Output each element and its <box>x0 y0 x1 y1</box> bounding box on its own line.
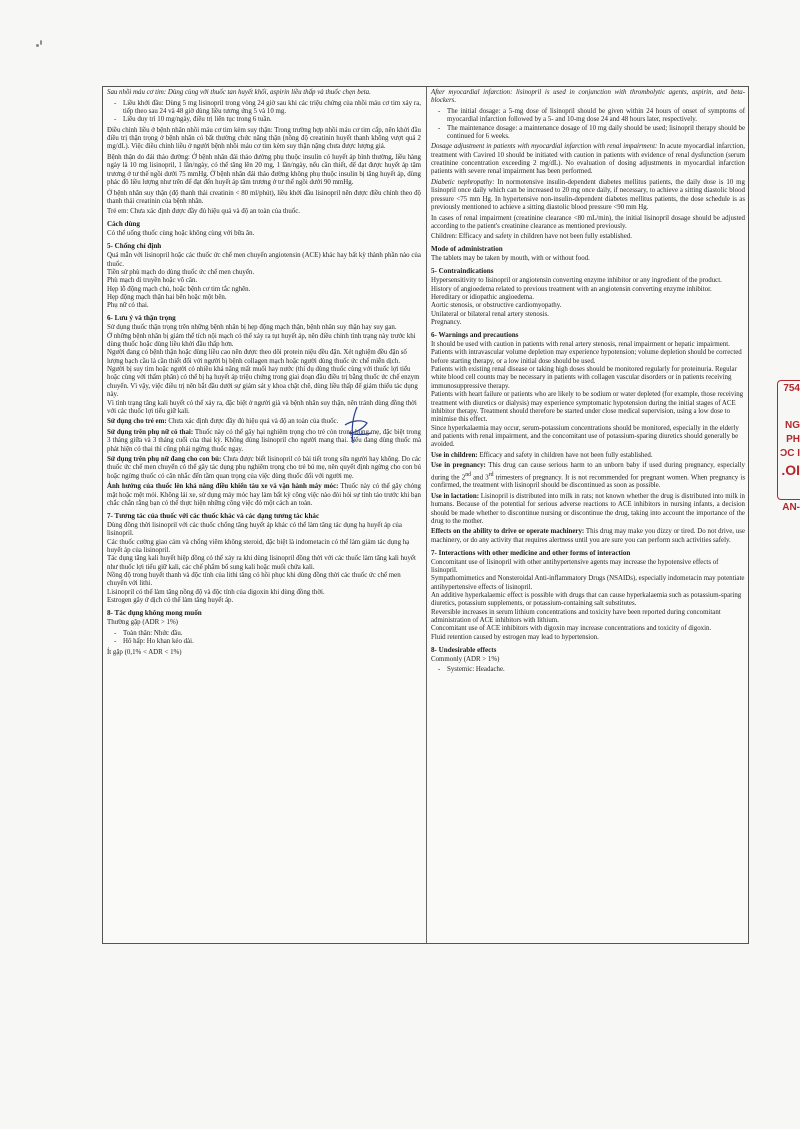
edge-text: ƆC I <box>780 448 800 459</box>
list-item: Aortic stenosis, or obstructive cardiomyopathy. <box>431 302 562 310</box>
use-in-children: Sử dụng cho trẻ em: Chưa xác định được đầy đủ hiệu quả và độ an toàn của thuốc. <box>107 418 339 426</box>
admin-text: Có thể uống thuốc cùng hoặc không cùng với bữa ăn. <box>107 230 255 238</box>
scan-speck <box>36 44 39 47</box>
list-item: Patients with heart failure or patients who are likely to be sodium or water depleted (for example, those receiving treatment with diuretics or dialysis) may experience symptomatic hypotension during the initial stages of ACE inhibitor therapy. Treatment should therefore be started under close medical supervision, using a low dose to minimise this effect. <box>431 391 744 424</box>
vietnamese-column <box>107 89 421 659</box>
mi-dosing-list <box>107 100 421 125</box>
list-item: Patients with existing renal disease or taking high doses should be monitored regularly for proteinuria. Regular white blood cell counts may be necessary in patients with collagen vascular disorders or in patients receiving immunosuppressive therapy. <box>431 366 737 390</box>
ae-common-label: Thường gặp (ADR > 1%) <box>107 619 178 627</box>
list-item: It should be used with caution in patients with renal artery stenosis, renal impairment or hepatic impairment. <box>431 341 730 349</box>
list-item: - The maintenance dosage: a maintenance dosage of 10 mg daily should be used; lisinopril therapy should be continued for 6 weeks. <box>447 125 745 142</box>
edge-text: PH <box>786 434 800 445</box>
children-dose: Trẻ em: Chưa xác định được đầy đủ hiệu quả và độ an toàn của thuốc. <box>107 208 301 216</box>
list-item: Since hyperkalaemia may occur, serum-potassium concentrations should be monitored, especially in the elderly and patients with renal impairment, and the concomitant use of potassium-sparing diuretics should generally be avoided. <box>431 424 739 449</box>
list-item: Concomitant use of lisinopril with other antihypertensive agents may increase the hypotensive effects of lisinopril. <box>431 558 719 575</box>
undesirable-effects-heading: 8- Tác dụng không mong muốn <box>107 608 202 617</box>
ae-common-list <box>107 630 421 647</box>
warnings-list <box>107 324 421 416</box>
scan-speck <box>40 40 42 45</box>
use-in-lactation: Use in lactation: Lisinopril is distributed into milk in rats; not known whether the drug is distributed into milk in humans. Because of the potential for serious adverse reactions to ACE inhibitors in nursing infants, a decision should be made whether to discontinue nursing or discontinue the drug, taking into account the importance of the drug to the mother. <box>431 492 745 525</box>
edge-text: 754 <box>783 383 800 394</box>
list-item: Người bị suy tim hoặc người có nhiều khả năng mất muối hay nước (thí dụ dùng thuốc cùng với thuốc lợi tiểu hoặc cùng với thẩm phân) có thể bị hạ huyết áp triệu chứng trong giai đoạn đầu điều trị bằng thuốc ức chế enzym chuyển. Vì vậy, việc điều trị nên bắt đầu dưới sự giám sát y khoa chặt chẽ, dùng liều thấp để giảm thiểu tác dụng này. <box>107 366 420 399</box>
renal-impairment-dose: Ở bệnh nhân suy thận (độ thanh thải creatinin < 80 ml/phút), liều khởi đầu lisinopril nên được điều chỉnh theo độ thanh thải creatinin của bệnh nhân. <box>107 189 421 205</box>
list-item: Tác dụng tăng kali huyết hiệp đồng có thể xảy ra khi dùng lisinopril đồng thời với các thuốc làm tăng kali huyết như thuốc lợi tiểu giữ kali, các chế phẩm bổ sung kali hoặc muối chứa kali. <box>107 555 416 571</box>
list-item: History of angioedema related to previous treatment with an angiotensin converting enzyme inhibitor. <box>431 285 712 293</box>
renal-impairment-dose: In cases of renal impairment (creatinine clearance <80 mL/min), the initial lisinopril dosage should be adjusted according to the patient's creatinine clearance as mentioned previously. <box>431 214 745 230</box>
list-item: Unilateral or bilateral renal artery stenosis. <box>431 310 549 318</box>
list-item: Hẹp lỗ động mạch chủ, hoặc bệnh cơ tim tắc nghẽn. <box>107 285 251 293</box>
list-item: Dùng đồng thời lisinopril với các thuốc chống tăng huyết áp khác có thể làm tăng tác dụng hạ huyết áp của lisinopril. <box>107 522 402 538</box>
edge-text: AN- <box>782 502 800 513</box>
driving-effects: Effects on the ability to drive or operate machinery: This drug may make you dizzy or tired. Do not drive, use machinery, or do any activity that requires alertness until you are sure you can perform such activities safely. <box>431 528 745 544</box>
list-item: - Hô hấp: Ho khan kéo dài. <box>123 638 421 646</box>
admin-text: The tablets may be taken by mouth, with or without food. <box>431 255 590 263</box>
edge-text: NG <box>785 420 800 431</box>
ae-common-list <box>431 666 745 674</box>
warnings-heading: 6- Warnings and precautions <box>431 330 519 339</box>
document-page <box>102 86 749 944</box>
driving-effects: Ảnh hưởng của thuốc lên khả năng điều khiển tàu xe và vận hành máy móc: Thuốc này có thể gây chóng mặt hoặc mệt mỏi. Không lái xe, sử dụng máy móc hay làm bất kỳ công việc nào đòi hỏi sự tỉnh táo trước khi bạn chắc chắn rằng bạn có thể thực hiện những công việc đó một cách an toàn. <box>107 483 421 508</box>
list-item: Lisinopril có thể làm tăng nồng độ và độc tính của digoxin khi dùng đồng thời. <box>107 588 325 596</box>
warnings-list <box>431 341 745 449</box>
warnings-heading: 6- Lưu ý và thận trọng <box>107 314 176 323</box>
diabetic-nephropathy: Bệnh thận do đái tháo đường: Ở bệnh nhân đái tháo đường phụ thuộc insulin có huyết áp bình thường, liều hàng ngày là 10 mg lisinopril, 1 lần/ngày, có thể tăng lên 20 mg, 1 lần/ngày, nếu cần thiết, để đạt được huyết áp tâm trương ở tư thế ngồi dưới 75 mmHg. Ở bệnh nhân đái tháo đường không phụ thuộc insulin bị tăng huyết áp, dùng phác đồ liều lượng như trên để đạt đến huyết áp tâm trương ở tư thế ngồi dưới 90 mmHg. <box>107 153 421 186</box>
admin-heading: Cách dùng <box>107 220 140 229</box>
english-column <box>431 89 745 677</box>
contraindications-heading: 5- Contraindications <box>431 267 494 276</box>
list-item: Phù mạch di truyền hoặc vô căn. <box>107 277 198 285</box>
contraindications-list <box>431 277 745 327</box>
ae-common-label: Commonly (ADR > 1%) <box>431 655 500 663</box>
list-item: Pregnancy. <box>431 319 462 327</box>
list-item: Người đang có bệnh thận hoặc dùng liều cao nên được theo dõi protein niệu đều đặn. Xét nghiệm đều đặn số lượng bạch cầu là cần thiết đối với người bị bệnh collagen mạch hoặc người dùng thuốc ức chế miễn dịch. <box>107 349 407 365</box>
diabetic-nephropathy: Diabetic nephropathy: In normotensive insulin-dependent diabetes mellitus patients, the daily dose is 10 mg lisinopril once daily which can be increased to 20 mg once daily, if necessary, to achieve a sitting diastolic blood pressure <75 mm Hg. In hypertensive non-insulin-dependent diabetes mellitus patients, the dose schedule is as previously mentioned to achieve a sitting diastolic blood pressure <90 mm Hg. <box>431 179 745 212</box>
list-item: Ở những bệnh nhân bị giảm thể tích nội mạch có thể xảy ra tụt huyết áp, nên điều chỉnh tình trạng này trước khi dùng thuốc hoặc dùng liều khởi đầu thấp hơn. <box>107 332 416 349</box>
list-item: Hypersensitivity to lisinopril or angiotensin converting enzyme inhibitor or any ingredient of the product. <box>431 277 722 285</box>
contraindications-heading: 5- Chống chỉ định <box>107 242 162 251</box>
interactions-list <box>107 522 421 605</box>
renal-mi-adjustment: Dosage adjustment in patients with myocardial infarction with renal impairment: In acute myocardial infarction, treatment with Cavired 10 should be initiated with caution in patients with evidence of renal dysfunction (serum creatinine concentration exceeding 2 mg/dL). No evaluation of dosing adjustments in myocardial infarction patients with severe renal impairment has been performed. <box>431 143 745 176</box>
mi-dosing-text: After myocardial infarction: lisinopril is used in conjunction with thrombolytic agents, aspirin, and beta-blockers. <box>431 89 745 105</box>
use-in-lactation: Sử dụng trên phụ nữ đang cho con bú: Chưa được biết lisinopril có bài tiết trong sữa người hay không. Do các thuốc ức chế men chuyển có thể gây tác dụng phụ nghiêm trọng cho trẻ bú mẹ, nên quyết định ngừng cho con bú hoặc ngừng thuốc có cân nhắc đến tầm quan trọng của việc dùng thuốc đối với người mẹ. <box>107 456 421 480</box>
list-item: Sử dụng thuốc thận trọng trên những bệnh nhân bị hẹp động mạch thận, bệnh nhân suy thận hay suy gan. <box>107 324 397 332</box>
list-item: - Systemic: Headache. <box>447 666 745 674</box>
list-item: Sympathomimetics and Nonsteroidal Anti-inflammatory Drugs (NSAIDs), especially indometacin may potentiate antihypertensive effects of lisinopril. <box>431 575 745 591</box>
mi-dosing-list <box>431 108 745 141</box>
list-item: Fluid retention caused by estrogen may lead to hypertension. <box>431 633 599 641</box>
children-dose: Children: Efficacy and safety in children have not been fully established. <box>431 233 632 241</box>
interactions-heading: 7- Interactions with other medicine and other forms of interaction <box>431 548 631 557</box>
renal-mi-adjustment: Điều chỉnh liều ở bệnh nhân nhồi máu cơ tim kèm suy thận: Trong trường hợp nhồi máu cơ tim cấp, nên khởi đầu điều trị thận trọng ở bệnh nhân có bất thường chức năng thận (nồng độ creatinin huyết thanh không vượt quá 2 mg/dL). Việc điều chỉnh liều ở người bệnh nhồi máu cơ tim kèm suy thận nặng chưa được lượng giá. <box>107 126 421 151</box>
list-item: - Liều duy trì 10 mg/ngày, điều trị liên tục trong 6 tuần. <box>123 116 421 124</box>
use-in-pregnancy: Sử dụng trên phụ nữ có thai: Thuốc này có thể gây hại nghiêm trọng cho trẻ còn trong bụng mẹ, đặc biệt trong 3 tháng giữa và 3 tháng cuối của thai kỳ. Không dùng lisinopril cho người mang thai. Nếu đang dùng thuốc mà phát hiện có thai thì cũng phải ngừng thuốc ngay. <box>107 428 421 453</box>
edge-text: .OI <box>781 462 800 478</box>
contraindications-list <box>107 252 421 310</box>
list-item: Reversible increases in serum lithium concentrations and toxicity have been reported during concomitant administration of ACE inhibitors with lithium. <box>431 608 721 625</box>
list-item: Quá mẫn với lisinopril hoặc các thuốc ức chế men chuyển angiotensin (ACE) khác hay bất kỳ thành phần nào của thuốc. <box>107 252 421 268</box>
undesirable-effects-heading: 8- Undesirable effects <box>431 645 497 654</box>
list-item: An additive hyperkalaemic effect is possible with drugs that can cause hyperkalaemia such as potassium-sparing diuretics, potassium supplements, or potassium-containing salt substitutes. <box>431 592 742 608</box>
list-item: - Toàn thân: Nhức đầu. <box>123 630 421 638</box>
list-item: Estrogen gây ứ dịch có thể làm tăng huyết áp. <box>107 597 234 605</box>
column-divider <box>426 87 427 943</box>
list-item: Hẹp động mạch thận hai bên hoặc một bên. <box>107 294 227 302</box>
admin-heading: Mode of administration <box>431 245 503 254</box>
list-item: Nồng độ trong huyết thanh và độc tính của lithi tăng có hồi phục khi dùng đồng thời các thuốc ức chế men chuyển với lithi. <box>107 572 401 588</box>
use-in-children: Use in children: Efficacy and safety in children have not been fully established. <box>431 451 653 459</box>
interactions-list <box>431 559 745 642</box>
list-item: - Liều khởi đầu: Dùng 5 mg lisinopril trong vòng 24 giờ sau khi các triệu chứng của nhồi máu cơ tim xảy ra, tiếp theo sau 24 và 48 giờ dùng liều tương ứng 5 và 10 mg. <box>123 100 421 117</box>
list-item: Phụ nữ có thai. <box>107 302 149 310</box>
signature-mark <box>335 405 375 449</box>
list-item: Vì tình trạng tăng kali huyết có thể xảy ra, đặc biệt ở người già và bệnh nhân suy thận, nên tránh dùng đồng thời với các thuốc lợi tiểu giữ kali. <box>107 399 417 415</box>
list-item: Concomitant use of ACE inhibitors with digoxin may increase concentrations and toxicity of digoxin. <box>431 625 712 633</box>
ae-uncommon-label: Ít gặp (0,1% < ADR < 1%) <box>107 648 182 656</box>
list-item: Các thuốc cường giao cảm và chống viêm không steroid, đặc biệt là indometacin có thể làm giảm tác dụng hạ huyết áp của lisinopril. <box>107 538 410 555</box>
use-in-pregnancy: Use in pregnancy: This drug can cause serious harm to an unborn baby if used during pregnancy, especially during the 2nd and 3rd trimesters of pregnancy. It is not recommended for pregnant women. When pregnancy is confirmed, the treatment with lisinopril should be discontinued as soon as possible. <box>431 462 746 490</box>
list-item: Hereditary or idiopathic angioedema. <box>431 294 534 302</box>
interactions-heading: 7- Tương tác của thuốc với các thuốc khác và các dạng tương tác khác <box>107 511 320 520</box>
mi-dosing-text: Sau nhồi máu cơ tim: Dùng cùng với thuốc tan huyết khối, aspirin liều thấp và thuốc chẹn beta. <box>107 89 371 96</box>
list-item: Tiền sử phù mạch do dùng thuốc ức chế men chuyển. <box>107 269 255 277</box>
list-item: - The initial dosage: a 5-mg dose of lisinopril should be given within 24 hours of onset of symptoms of myocardial infarction followed by a 5- and 10-mg dose 24 and 48 hours later, respectively. <box>447 108 745 125</box>
list-item: Patients with intravascular volume depletion may experience hypotension; volume depletion should be corrected before starting therapy, or a low initial dose should be used. <box>431 349 742 365</box>
